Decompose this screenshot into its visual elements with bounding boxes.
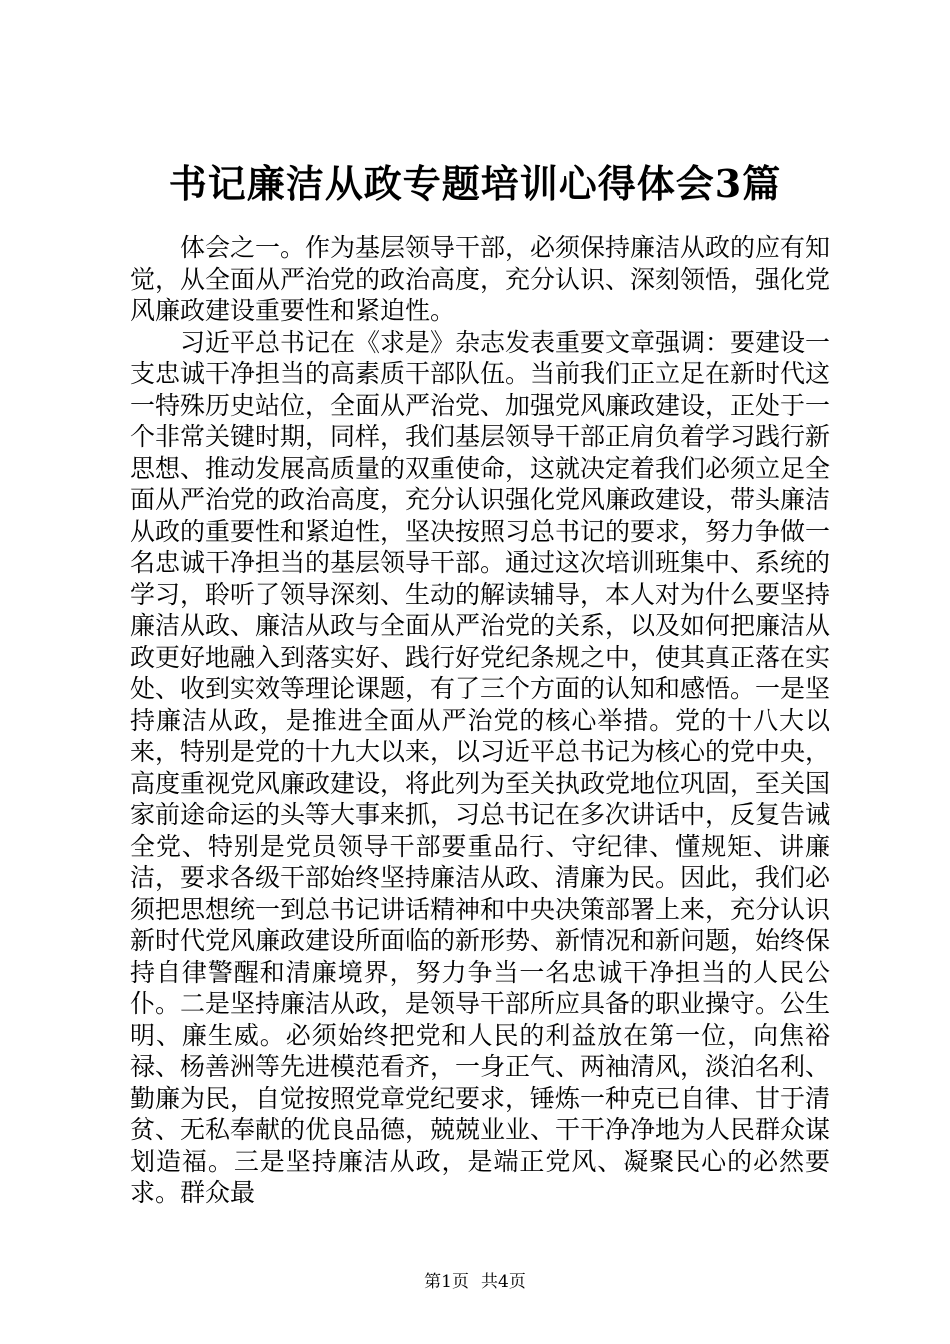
paragraph-1: 体会之一。作为基层领导干部，必须保持廉洁从政的应有知觉，从全面从严治党的政治高度，充分认识、深刻领悟，强化党风廉政建设重要性和紧迫性。 [130,233,831,325]
page-number-current: 第1页 [424,1272,469,1292]
paragraph-2: 习近平总书记在《求是》杂志发表重要文章强调：要建设一支忠诚干净担当的高素质干部队伍。当前我们正立足在新时代这一特殊历史站位，全面从严治党、加强党风廉政建设，正处于一个非常关键时期，同样，我们基层领导干部正肩负着学习践行新思想、推动发展高质量的双重使命，这就决定着我们必须立足全面从严治党的政治高度，充分认识强化党风廉政建设，带头廉洁从政的重要性和紧迫性，坚决按照习总书记的要求，努力争做一名忠诚干净担当的基层领导干部。通过这次培训班集中、系统的学习，聆听了领导深刻、生动的解读辅导，本人对为什么要坚持廉洁从政、廉洁从政与全面从严治党的关系，以及如何把廉洁从政更好地融入到落实好、践行好党纪条规之中，使其真正落在实处、收到实效等理论课题，有了三个方面的认知和感悟。一是坚持廉洁从政，是推进全面从严治党的核心举措。党的十八大以来，特别是党的十九大以来，以习近平总书记为核心的党中央，高度重视党风廉政建设，将此列为至关执政党地位巩固，至关国家前途命运的头等大事来抓，习总书记在多次讲话中，反复告诫全党、特别是党员领导干部要重品行、守纪律、懂规矩、讲廉洁，要求各级干部始终坚持廉洁从政、清廉为民。因此，我们必须把思想统一到总书记讲话精神和中央决策部署上来，充分认识新时代党风廉政建设所面临的新形势、新情况和新问题，始终保持自律警醒和清廉境界，努力争当一名忠诚干净担当的人民公仆。二是坚持廉洁从政，是领导干部所应具备的职业操守。公生明、廉生威。必须始终把党和人民的利益放在第一位，向焦裕禄、杨善洲等先进模范看齐，一身正气、两袖清风，淡泊名利、勤廉为民，自觉按照党章党纪要求，锤炼一种克已自律、甘于清贫、无私奉献的优良品德，兢兢业业、干干净净地为人民群众谋划造福。三是坚持廉洁从政，是端正党风、凝聚民心的必然要求。群众最 [130,327,831,1207]
page-number-total: 共4页 [481,1272,526,1292]
document-title: 书记廉洁从政专题培训心得体会3篇 [168,161,782,206]
document-body [130,232,830,1209]
page-footer [0,1272,950,1292]
